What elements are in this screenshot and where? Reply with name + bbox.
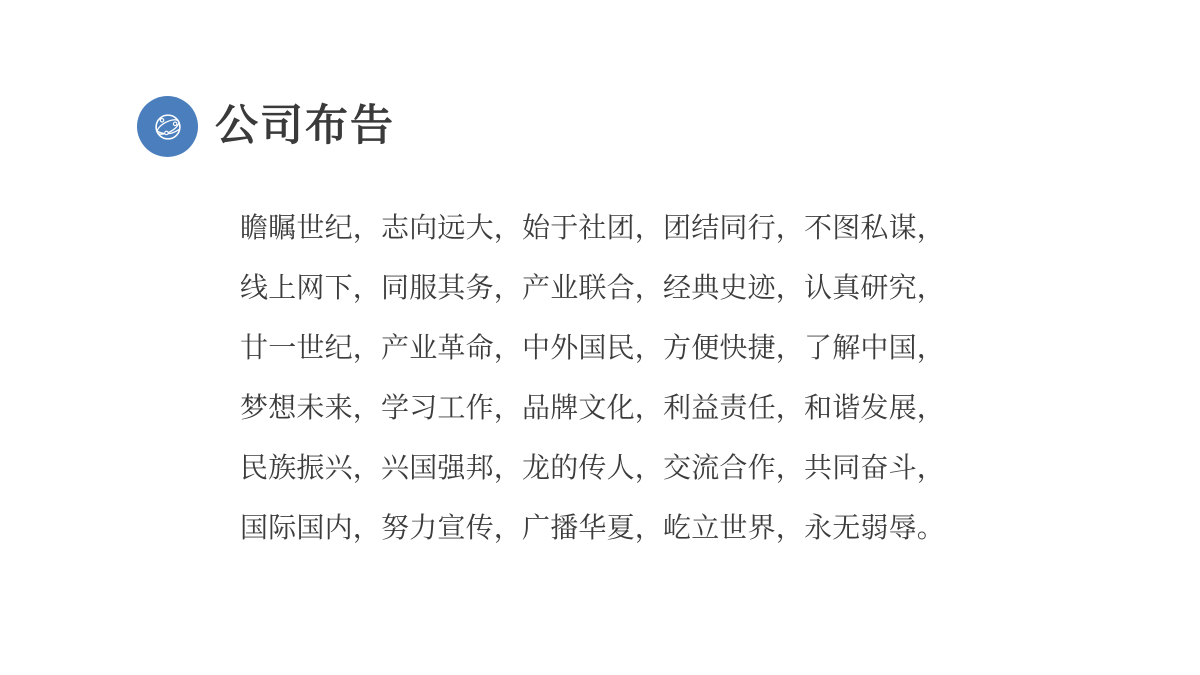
slide-title: 公司布告	[215, 102, 395, 150]
notice-line-4: 梦想未来，学习工作，品牌文化，利益责任，和谐发展，	[240, 392, 946, 423]
notice-line-2: 线上网下，同服其务，产业联合，经典史迹，认真研究，	[240, 272, 946, 303]
globe-network-icon	[149, 108, 187, 146]
notice-line-6: 国际国内，努力宣传，广播华夏，屹立世界，永无弱辱。	[240, 512, 946, 543]
company-logo	[137, 96, 198, 157]
slide-header	[137, 96, 395, 157]
notice-text-block	[240, 198, 960, 558]
notice-line-5: 民族振兴，兴国强邦，龙的传人，交流合作，共同奋斗，	[240, 452, 946, 483]
notice-line-1: 瞻瞩世纪，志向远大，始于社团，团结同行，不图私谋，	[240, 212, 946, 243]
notice-line-3: 廿一世纪，产业革命，中外国民，方便快捷，了解中国，	[240, 332, 946, 363]
